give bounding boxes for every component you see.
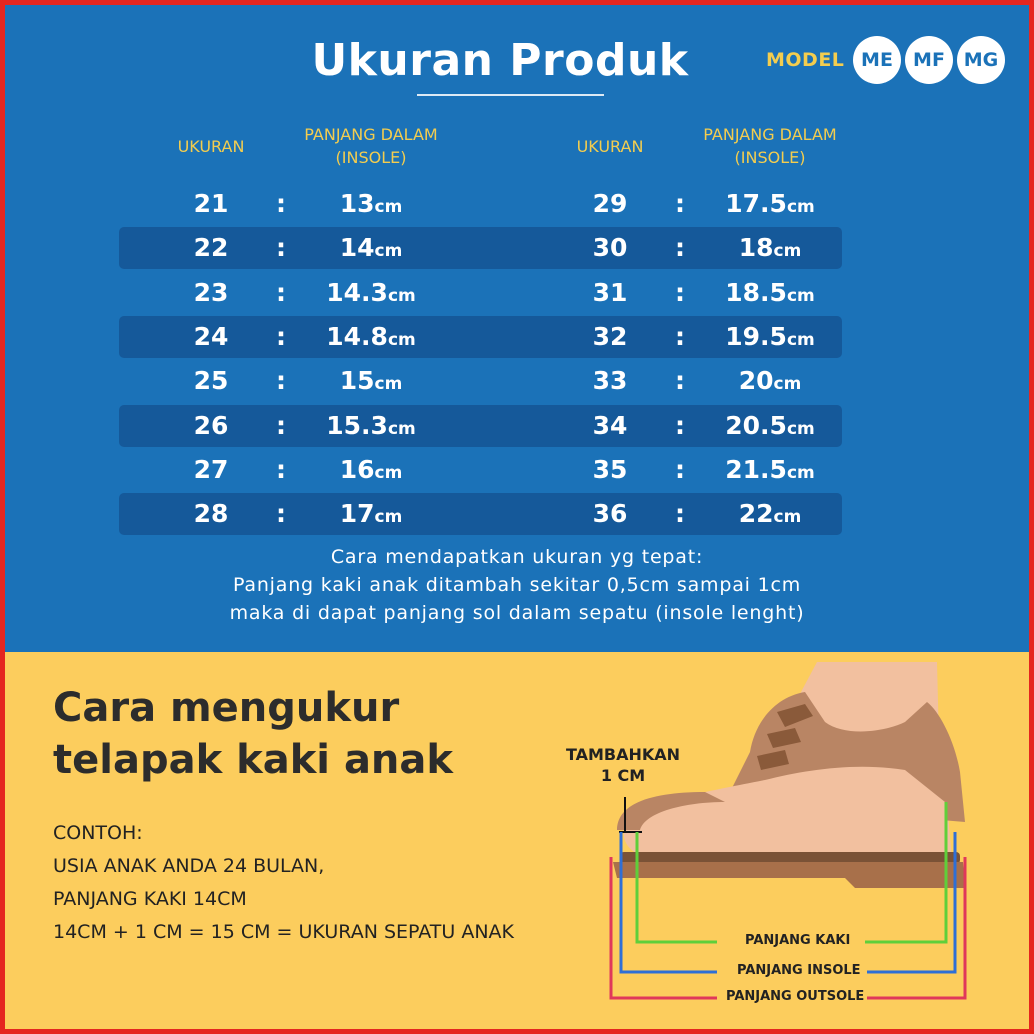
- shoe-measure-diagram: [5, 652, 1029, 1034]
- foot-length-label: PANJANG KAKI: [745, 933, 851, 948]
- model-badge-me: ME: [853, 36, 901, 84]
- unit-label: cm: [374, 241, 403, 261]
- left-insole-header-line1: PANJANG DALAM: [304, 125, 438, 144]
- unit-label: cm: [786, 197, 815, 217]
- add-1cm-label: [553, 744, 693, 786]
- unit-label: cm: [374, 374, 403, 394]
- example-line-1: USIA ANAK ANDA 24 BULAN,: [53, 855, 325, 877]
- add-1cm-label-line1: TAMBAHKAN: [565, 745, 681, 764]
- model-badge-mf: MF: [905, 36, 953, 84]
- unit-label: cm: [374, 507, 403, 527]
- right-size-cell: 29: [592, 189, 628, 218]
- note-line-2: Panjang kaki anak ditambah sekitar 0,5cm sampai 1cm: [232, 574, 802, 596]
- left-insole-value: 15.3: [326, 411, 388, 440]
- right-insole-cell: [700, 316, 840, 358]
- unit-label: cm: [786, 286, 815, 306]
- left-insole-header-line2: (INSOLE): [335, 148, 407, 167]
- left-separator: :: [276, 411, 286, 440]
- left-size-cell: 24: [193, 322, 229, 351]
- left-insole-cell: [301, 183, 441, 225]
- unit-label: cm: [786, 419, 815, 439]
- right-insole-value: 21.5: [725, 455, 787, 484]
- left-separator: :: [276, 233, 286, 262]
- left-insole-cell: [301, 272, 441, 314]
- left-insole-cell: [301, 405, 441, 447]
- right-separator: :: [675, 499, 685, 528]
- right-insole-cell: [700, 227, 840, 269]
- right-size-cell: 35: [592, 455, 628, 484]
- right-insole-cell: [700, 405, 840, 447]
- left-insole-value: 14: [339, 233, 375, 262]
- note-line-3: maka di dapat panjang sol dalam sepatu (insole lenght): [229, 602, 805, 624]
- right-size-cell: 33: [592, 366, 628, 395]
- unit-label: cm: [374, 197, 403, 217]
- left-insole-value: 15: [339, 366, 375, 395]
- right-separator: :: [675, 455, 685, 484]
- left-insole-value: 14.8: [326, 322, 388, 351]
- left-separator: :: [276, 189, 286, 218]
- right-size-cell: 36: [592, 499, 628, 528]
- title-underline: [417, 94, 604, 96]
- left-insole-cell: [301, 449, 441, 491]
- right-insole-value: 20.5: [725, 411, 787, 440]
- right-insole-header-line1: PANJANG DALAM: [703, 125, 837, 144]
- unit-label: cm: [786, 463, 815, 483]
- left-insole-cell: [301, 316, 441, 358]
- right-insole-cell: [700, 183, 840, 225]
- right-insole-cell: [700, 493, 840, 535]
- left-size-cell: 21: [193, 189, 229, 218]
- right-separator: :: [675, 366, 685, 395]
- measure-title-line2: telapak kaki anak: [53, 737, 453, 783]
- measure-title-line1: Cara mengukur: [53, 685, 400, 731]
- left-insole-header: [281, 123, 461, 169]
- left-size-header: UKURAN: [177, 137, 245, 156]
- right-size-header: UKURAN: [576, 137, 644, 156]
- left-insole-cell: [301, 493, 441, 535]
- right-insole-cell: [700, 360, 840, 402]
- right-insole-cell: [700, 272, 840, 314]
- left-separator: :: [276, 366, 286, 395]
- right-insole-header-line2: (INSOLE): [734, 148, 806, 167]
- outsole-illustration: [613, 862, 965, 888]
- left-size-cell: 27: [193, 455, 229, 484]
- right-insole-value: 19.5: [725, 322, 787, 351]
- left-size-cell: 25: [193, 366, 229, 395]
- left-insole-value: 17: [339, 499, 375, 528]
- unit-label: cm: [387, 330, 416, 350]
- insole-length-label: PANJANG INSOLE: [737, 963, 861, 978]
- model-badge-mg: MG: [957, 36, 1005, 84]
- example-line-3: 14CM + 1 CM = 15 CM = UKURAN SEPATU ANAK: [53, 921, 514, 943]
- left-insole-value: 16: [339, 455, 375, 484]
- right-insole-value: 18.5: [725, 278, 787, 307]
- right-insole-cell: [700, 449, 840, 491]
- size-table-panel: [5, 5, 1029, 652]
- left-size-cell: 26: [193, 411, 229, 440]
- unit-label: cm: [773, 241, 802, 261]
- right-insole-value: 22: [738, 499, 774, 528]
- measure-guide-panel: [5, 652, 1029, 1034]
- right-insole-value: 17.5: [725, 189, 787, 218]
- left-separator: :: [276, 278, 286, 307]
- unit-label: cm: [786, 330, 815, 350]
- left-separator: :: [276, 455, 286, 484]
- left-insole-cell: [301, 227, 441, 269]
- example-line-2: PANJANG KAKI 14CM: [53, 888, 247, 910]
- left-size-cell: 22: [193, 233, 229, 262]
- left-insole-value: 13: [339, 189, 375, 218]
- example-label: CONTOH:: [53, 822, 143, 844]
- right-insole-value: 20: [738, 366, 774, 395]
- left-insole-value: 14.3: [326, 278, 388, 307]
- right-size-cell: 31: [592, 278, 628, 307]
- add-1cm-label-line2: 1 CM: [600, 766, 646, 785]
- left-separator: :: [276, 322, 286, 351]
- right-separator: :: [675, 322, 685, 351]
- page-title: Ukuran Produk: [311, 35, 689, 86]
- right-separator: :: [675, 233, 685, 262]
- right-separator: :: [675, 278, 685, 307]
- right-size-cell: 34: [592, 411, 628, 440]
- right-separator: :: [675, 411, 685, 440]
- right-size-cell: 30: [592, 233, 628, 262]
- note-line-1: Cara mendapatkan ukuran yg tepat:: [330, 546, 704, 568]
- model-label: MODEL: [766, 49, 845, 71]
- right-insole-header: [680, 123, 860, 169]
- unit-label: cm: [387, 286, 416, 306]
- unit-label: cm: [773, 507, 802, 527]
- outsole-length-label: PANJANG OUTSOLE: [726, 989, 865, 1004]
- left-size-cell: 28: [193, 499, 229, 528]
- unit-label: cm: [387, 419, 416, 439]
- unit-label: cm: [374, 463, 403, 483]
- left-size-cell: 23: [193, 278, 229, 307]
- left-insole-cell: [301, 360, 441, 402]
- right-insole-value: 18: [738, 233, 774, 262]
- unit-label: cm: [773, 374, 802, 394]
- right-separator: :: [675, 189, 685, 218]
- left-separator: :: [276, 499, 286, 528]
- right-size-cell: 32: [592, 322, 628, 351]
